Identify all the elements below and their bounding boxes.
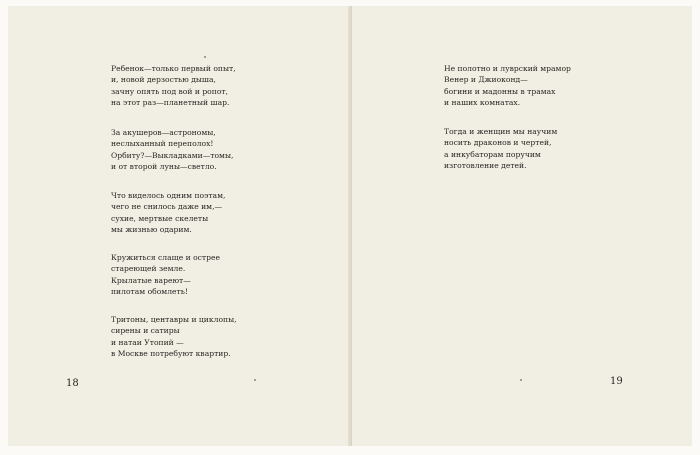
page-number: 18	[66, 378, 79, 389]
stanza	[111, 252, 220, 298]
verse-line: и наших комнатах.	[444, 98, 521, 108]
stanza	[111, 190, 225, 236]
verse-line: а инкубаторам поручим	[444, 149, 541, 159]
verse-line: изготовление детей.	[444, 161, 527, 171]
verse-line: сирены и сатиры	[111, 326, 180, 336]
stanza	[444, 63, 571, 109]
verse-line: стареющей земле.	[111, 264, 186, 274]
left-page	[8, 6, 352, 446]
print-speck	[254, 379, 256, 381]
verse-line: неслыханный переполох!	[111, 139, 214, 149]
page-number: 19	[610, 376, 623, 387]
print-speck	[204, 56, 206, 58]
verse-line: в Москве потребуют квартир.	[111, 349, 231, 359]
verse-line: пилотам обомлеть!	[111, 287, 188, 297]
verse-line: Что виделось одним поэтам,	[111, 191, 226, 200]
print-speck	[520, 379, 522, 381]
verse-line: богини и мадонны в трамах	[444, 86, 556, 96]
verse-line: сухие, мертвые скелеты	[111, 213, 209, 223]
verse-line: Крылатые вареют—	[111, 275, 191, 285]
verse-line: Венер и Джиоконд—	[444, 75, 528, 85]
verse-line: За акушеров—астрономы,	[111, 128, 216, 137]
verse-line: Ребенок—только первый опыт,	[111, 64, 236, 73]
verse-line: на этот раз—планетный шар.	[111, 98, 230, 108]
verse-line: мы жизнью одарим.	[111, 225, 192, 235]
verse-line: Не полотно и луврский мрамор	[444, 64, 571, 73]
verse-line: и, новой дерзостью дыша,	[111, 75, 216, 85]
verse-line: и натаи Утопий —	[111, 337, 184, 347]
verse-line: Тогда и женщин мы научим	[444, 127, 558, 136]
verse-line: чего не снилось даже им,—	[111, 202, 223, 212]
verse-line: Орбиту?—Выкладками—томы,	[111, 150, 234, 160]
verse-line: и от второй луны—светло.	[111, 162, 217, 172]
stanza	[111, 127, 233, 173]
stanza	[111, 314, 237, 360]
verse-line: Тритоны, центавры и циклопы,	[111, 315, 237, 324]
verse-line: зачну опять под вой и ропот,	[111, 86, 229, 96]
stanza	[444, 126, 557, 172]
verse-line: Кружиться слаще и острее	[111, 253, 220, 262]
verse-line: носить драконов и чертей,	[444, 138, 552, 148]
right-page	[352, 6, 692, 446]
stanza	[111, 63, 236, 109]
